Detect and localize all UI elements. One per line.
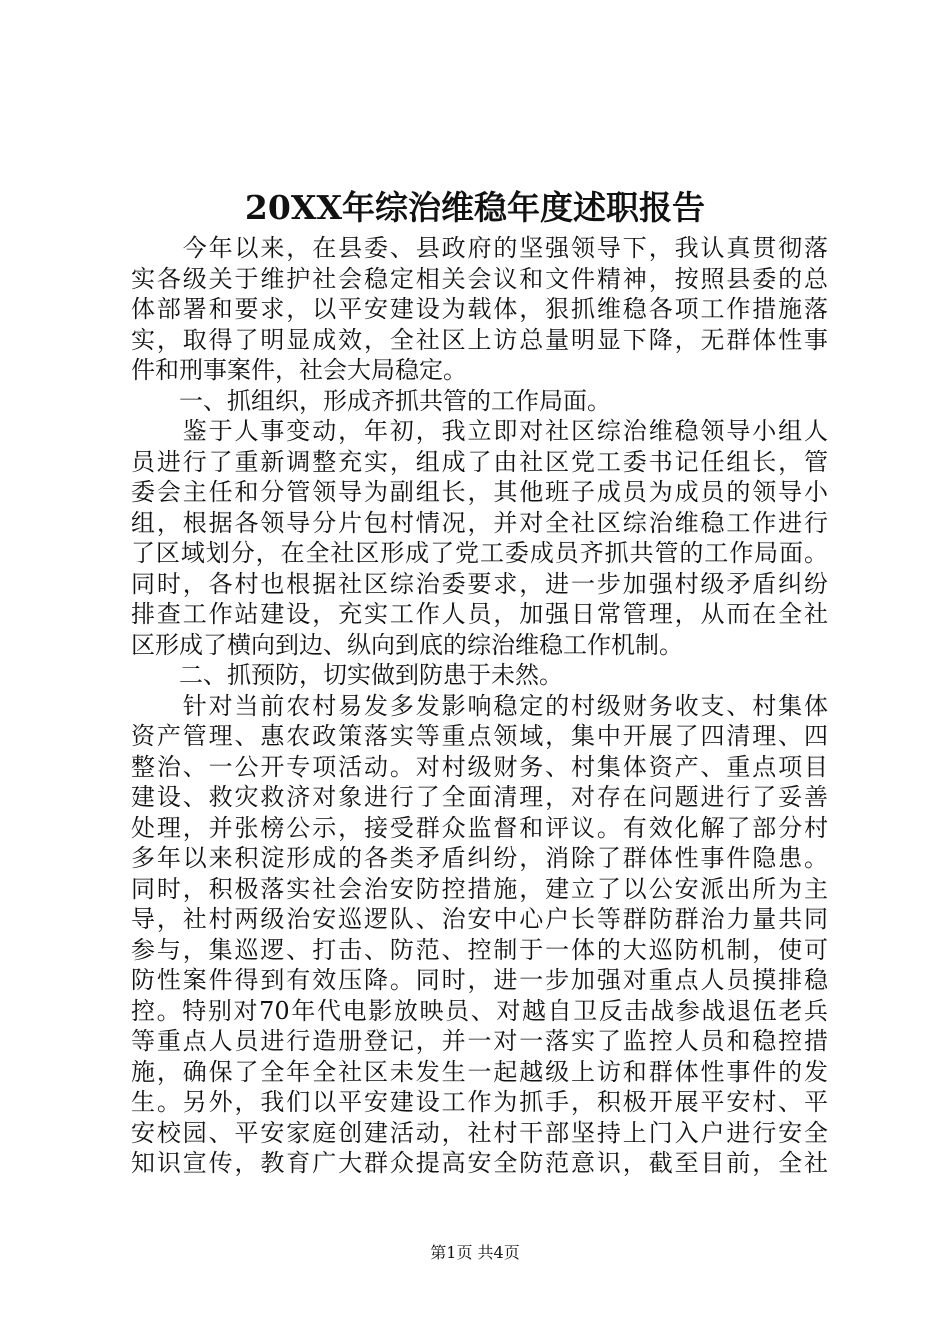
body-line: 针对当前农村易发多发影响稳定的村级财务收支、村集体 xyxy=(131,691,828,720)
body-line: 体部署和要求，以平安建设为载体，狠抓维稳各项工作措施落 xyxy=(131,295,828,323)
body-line: 了区域划分，在全社区形成了党工委成员齐抓共管的工作局面。 xyxy=(131,539,828,567)
body-line: 今年以来，在县委、县政府的坚强领导下，我认真贯彻落 xyxy=(131,234,828,262)
body-line: 防性案件得到有效压降。同时，进一步加强对重点人员摸排稳 xyxy=(131,966,828,994)
body-line: 委会主任和分管领导为副组长，其他班子成员为成员的领导小 xyxy=(131,478,828,506)
page-footer: 第1页 共4页 xyxy=(430,1243,520,1262)
body-line: 件和刑事案件，社会大局稳定。 xyxy=(131,356,467,384)
document-body xyxy=(131,233,828,1179)
document-title: 20XX年综治维稳年度述职报告 xyxy=(244,188,706,227)
body-line: 排查工作站建设，充实工作人员，加强日常管理，从而在全社 xyxy=(131,600,828,628)
body-line: 生。另外，我们以平安建设工作为抓手，积极开展平安村、平 xyxy=(131,1088,828,1116)
body-line: 资产管理、惠农政策落实等重点领域，集中开展了四清理、四 xyxy=(131,722,828,750)
body-line: 安校园、平安家庭创建活动，社村干部坚持上门入户进行安全 xyxy=(131,1118,828,1147)
body-line: 处理，并张榜公示，接受群众监督和评议。有效化解了部分村 xyxy=(131,813,828,842)
body-line: 组，根据各领导分片包村情况，并对全社区综治维稳工作进行 xyxy=(131,508,828,537)
body-line: 控。特别对70年代电影放映员、对越自卫反击战参战退伍老兵 xyxy=(131,996,828,1025)
body-line: 同时，各村也根据社区综治委要求，进一步加强村级矛盾纠纷 xyxy=(131,569,828,598)
body-line: 建设、救灾救济对象进行了全面清理，对存在问题进行了妥善 xyxy=(131,783,828,811)
section-heading: 二、抓预防，切实做到防患于未然。 xyxy=(131,661,563,689)
body-line: 整治、一公开专项活动。对村级财务、村集体资产、重点项目 xyxy=(131,752,828,781)
body-line: 多年以来积淀形成的各类矛盾纠纷，消除了群体性事件隐患。 xyxy=(131,844,828,872)
body-line: 等重点人员进行造册登记，并一对一落实了监控人员和稳控措 xyxy=(131,1027,828,1055)
body-line: 实，取得了明显成效，全社区上访总量明显下降，无群体性事 xyxy=(131,325,828,354)
body-line: 导，社村两级治安巡逻队、治安中心户长等群防群治力量共同 xyxy=(131,905,828,933)
body-line: 施，确保了全年全社区未发生一起越级上访和群体性事件的发 xyxy=(131,1057,828,1086)
body-line: 参与，集巡逻、打击、防范、控制于一体的大巡防机制，使可 xyxy=(131,935,828,964)
body-line: 鉴于人事变动，年初，我立即对社区综治维稳领导小组人 xyxy=(131,417,828,445)
body-line: 同时，积极落实社会治安防控措施，建立了以公安派出所为主 xyxy=(131,874,828,903)
body-line: 知识宣传，教育广大群众提高安全防范意识，截至目前，全社 xyxy=(131,1149,828,1177)
body-line: 区形成了横向到边、纵向到底的综治维稳工作机制。 xyxy=(131,630,683,659)
body-line: 员进行了重新调整充实，组成了由社区党工委书记任组长，管 xyxy=(131,447,828,476)
body-line: 实各级关于维护社会稳定相关会议和文件精神，按照县委的总 xyxy=(131,264,828,293)
section-heading: 一、抓组织，形成齐抓共管的工作局面。 xyxy=(131,386,611,415)
